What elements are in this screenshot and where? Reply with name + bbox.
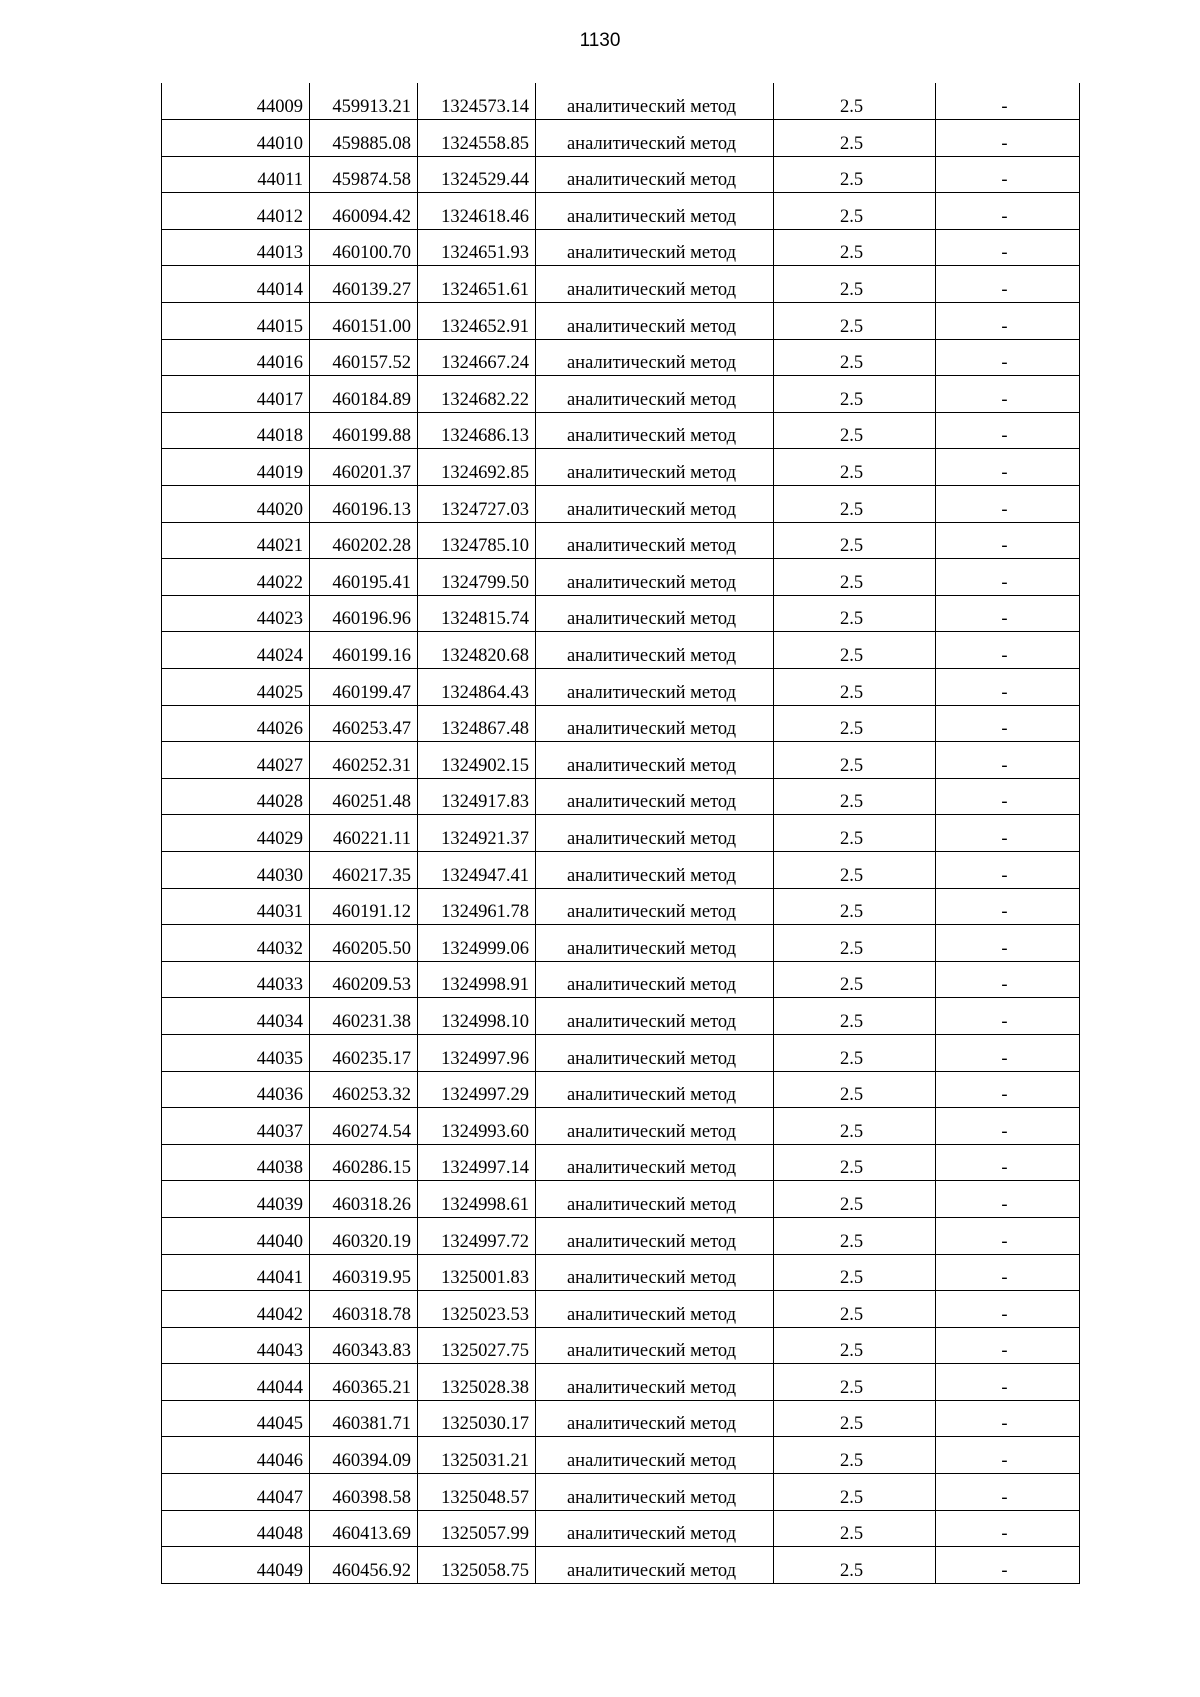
method-cell: аналитический метод <box>536 1437 774 1474</box>
x-coordinate-cell: 460251.48 <box>310 778 418 815</box>
point-number-cell: 44019 <box>162 449 310 486</box>
table-row <box>162 1437 1080 1474</box>
x-coordinate-cell: 460274.54 <box>310 1108 418 1145</box>
point-number-cell: 44037 <box>162 1108 310 1145</box>
table-row <box>162 1071 1080 1108</box>
accuracy-cell: 2.5 <box>774 1254 936 1291</box>
y-coordinate-cell: 1325030.17 <box>418 1400 536 1437</box>
accuracy-cell: 2.5 <box>774 1034 936 1071</box>
description-cell: - <box>936 229 1080 266</box>
point-number-cell: 44017 <box>162 376 310 413</box>
description-cell: - <box>936 669 1080 706</box>
point-number-cell: 44030 <box>162 851 310 888</box>
method-cell: аналитический метод <box>536 1034 774 1071</box>
point-number-cell: 44029 <box>162 815 310 852</box>
method-cell: аналитический метод <box>536 1474 774 1511</box>
method-cell: аналитический метод <box>536 1364 774 1401</box>
point-number-cell: 44026 <box>162 705 310 742</box>
y-coordinate-cell: 1324558.85 <box>418 120 536 157</box>
description-cell: - <box>936 815 1080 852</box>
y-coordinate-cell: 1324652.91 <box>418 303 536 340</box>
accuracy-cell: 2.5 <box>774 705 936 742</box>
point-number-cell: 44045 <box>162 1400 310 1437</box>
x-coordinate-cell: 460205.50 <box>310 925 418 962</box>
y-coordinate-cell: 1324667.24 <box>418 339 536 376</box>
accuracy-cell: 2.5 <box>774 1144 936 1181</box>
point-number-cell: 44014 <box>162 266 310 303</box>
method-cell: аналитический метод <box>536 705 774 742</box>
accuracy-cell: 2.5 <box>774 851 936 888</box>
table-row <box>162 303 1080 340</box>
x-coordinate-cell: 460381.71 <box>310 1400 418 1437</box>
description-cell: - <box>936 742 1080 779</box>
table-row <box>162 851 1080 888</box>
x-coordinate-cell: 460253.32 <box>310 1071 418 1108</box>
point-number-cell: 44035 <box>162 1034 310 1071</box>
description-cell: - <box>936 193 1080 230</box>
x-coordinate-cell: 460413.69 <box>310 1510 418 1547</box>
x-coordinate-cell: 460398.58 <box>310 1474 418 1511</box>
y-coordinate-cell: 1324618.46 <box>418 193 536 230</box>
method-cell: аналитический метод <box>536 1071 774 1108</box>
x-coordinate-cell: 460151.00 <box>310 303 418 340</box>
y-coordinate-cell: 1324727.03 <box>418 486 536 523</box>
table-row <box>162 595 1080 632</box>
table-row <box>162 1034 1080 1071</box>
method-cell: аналитический метод <box>536 83 774 120</box>
x-coordinate-cell: 460394.09 <box>310 1437 418 1474</box>
description-cell: - <box>936 1108 1080 1145</box>
y-coordinate-cell: 1324998.61 <box>418 1181 536 1218</box>
table-row <box>162 1254 1080 1291</box>
method-cell: аналитический метод <box>536 1327 774 1364</box>
x-coordinate-cell: 459913.21 <box>310 83 418 120</box>
method-cell: аналитический метод <box>536 193 774 230</box>
table-row <box>162 669 1080 706</box>
method-cell: аналитический метод <box>536 742 774 779</box>
accuracy-cell: 2.5 <box>774 266 936 303</box>
y-coordinate-cell: 1324651.93 <box>418 229 536 266</box>
method-cell: аналитический метод <box>536 339 774 376</box>
accuracy-cell: 2.5 <box>774 1437 936 1474</box>
point-number-cell: 44048 <box>162 1510 310 1547</box>
table-row <box>162 705 1080 742</box>
point-number-cell: 44040 <box>162 1217 310 1254</box>
y-coordinate-cell: 1324651.61 <box>418 266 536 303</box>
x-coordinate-cell: 460196.13 <box>310 486 418 523</box>
description-cell: - <box>936 1474 1080 1511</box>
x-coordinate-cell: 460100.70 <box>310 229 418 266</box>
description-cell: - <box>936 449 1080 486</box>
table-row <box>162 339 1080 376</box>
x-coordinate-cell: 460217.35 <box>310 851 418 888</box>
point-number-cell: 44036 <box>162 1071 310 1108</box>
y-coordinate-cell: 1324921.37 <box>418 815 536 852</box>
table-row <box>162 449 1080 486</box>
y-coordinate-cell: 1325027.75 <box>418 1327 536 1364</box>
table-row <box>162 156 1080 193</box>
description-cell: - <box>936 851 1080 888</box>
point-number-cell: 44021 <box>162 522 310 559</box>
description-cell: - <box>936 998 1080 1035</box>
x-coordinate-cell: 460094.42 <box>310 193 418 230</box>
method-cell: аналитический метод <box>536 1217 774 1254</box>
point-number-cell: 44015 <box>162 303 310 340</box>
description-cell: - <box>936 1510 1080 1547</box>
description-cell: - <box>936 83 1080 120</box>
method-cell: аналитический метод <box>536 303 774 340</box>
accuracy-cell: 2.5 <box>774 998 936 1035</box>
description-cell: - <box>936 559 1080 596</box>
method-cell: аналитический метод <box>536 449 774 486</box>
description-cell: - <box>936 595 1080 632</box>
x-coordinate-cell: 460199.16 <box>310 632 418 669</box>
point-number-cell: 44033 <box>162 961 310 998</box>
accuracy-cell: 2.5 <box>774 412 936 449</box>
table-row <box>162 998 1080 1035</box>
method-cell: аналитический метод <box>536 1108 774 1145</box>
method-cell: аналитический метод <box>536 1510 774 1547</box>
point-number-cell: 44025 <box>162 669 310 706</box>
method-cell: аналитический метод <box>536 120 774 157</box>
x-coordinate-cell: 460191.12 <box>310 888 418 925</box>
method-cell: аналитический метод <box>536 266 774 303</box>
point-number-cell: 44020 <box>162 486 310 523</box>
y-coordinate-cell: 1325023.53 <box>418 1291 536 1328</box>
accuracy-cell: 2.5 <box>774 376 936 413</box>
accuracy-cell: 2.5 <box>774 1400 936 1437</box>
table-row <box>162 815 1080 852</box>
description-cell: - <box>936 412 1080 449</box>
accuracy-cell: 2.5 <box>774 559 936 596</box>
method-cell: аналитический метод <box>536 486 774 523</box>
accuracy-cell: 2.5 <box>774 815 936 852</box>
x-coordinate-cell: 459885.08 <box>310 120 418 157</box>
method-cell: аналитический метод <box>536 998 774 1035</box>
x-coordinate-cell: 460139.27 <box>310 266 418 303</box>
method-cell: аналитический метод <box>536 376 774 413</box>
x-coordinate-cell: 460253.47 <box>310 705 418 742</box>
table-row <box>162 1144 1080 1181</box>
table-row <box>162 1547 1080 1584</box>
point-number-cell: 44046 <box>162 1437 310 1474</box>
x-coordinate-cell: 460199.47 <box>310 669 418 706</box>
description-cell: - <box>936 1254 1080 1291</box>
table-row <box>162 1510 1080 1547</box>
method-cell: аналитический метод <box>536 778 774 815</box>
x-coordinate-cell: 460365.21 <box>310 1364 418 1401</box>
method-cell: аналитический метод <box>536 1181 774 1218</box>
table-row <box>162 229 1080 266</box>
method-cell: аналитический метод <box>536 1400 774 1437</box>
table-row <box>162 522 1080 559</box>
x-coordinate-cell: 460235.17 <box>310 1034 418 1071</box>
table-row <box>162 1364 1080 1401</box>
point-number-cell: 44024 <box>162 632 310 669</box>
y-coordinate-cell: 1324815.74 <box>418 595 536 632</box>
table-row <box>162 412 1080 449</box>
y-coordinate-cell: 1324902.15 <box>418 742 536 779</box>
accuracy-cell: 2.5 <box>774 486 936 523</box>
x-coordinate-cell: 460196.96 <box>310 595 418 632</box>
description-cell: - <box>936 1400 1080 1437</box>
accuracy-cell: 2.5 <box>774 229 936 266</box>
y-coordinate-cell: 1324682.22 <box>418 376 536 413</box>
description-cell: - <box>936 1364 1080 1401</box>
accuracy-cell: 2.5 <box>774 742 936 779</box>
y-coordinate-cell: 1324573.14 <box>418 83 536 120</box>
table-row <box>162 1217 1080 1254</box>
table-row <box>162 1400 1080 1437</box>
y-coordinate-cell: 1324997.29 <box>418 1071 536 1108</box>
description-cell: - <box>936 632 1080 669</box>
y-coordinate-cell: 1324686.13 <box>418 412 536 449</box>
point-number-cell: 44031 <box>162 888 310 925</box>
x-coordinate-cell: 460319.95 <box>310 1254 418 1291</box>
x-coordinate-cell: 460343.83 <box>310 1327 418 1364</box>
x-coordinate-cell: 459874.58 <box>310 156 418 193</box>
accuracy-cell: 2.5 <box>774 120 936 157</box>
method-cell: аналитический метод <box>536 229 774 266</box>
accuracy-cell: 2.5 <box>774 1181 936 1218</box>
point-number-cell: 44022 <box>162 559 310 596</box>
y-coordinate-cell: 1324799.50 <box>418 559 536 596</box>
accuracy-cell: 2.5 <box>774 1474 936 1511</box>
method-cell: аналитический метод <box>536 412 774 449</box>
y-coordinate-cell: 1324997.96 <box>418 1034 536 1071</box>
x-coordinate-cell: 460320.19 <box>310 1217 418 1254</box>
accuracy-cell: 2.5 <box>774 1364 936 1401</box>
description-cell: - <box>936 961 1080 998</box>
accuracy-cell: 2.5 <box>774 449 936 486</box>
y-coordinate-cell: 1324867.48 <box>418 705 536 742</box>
y-coordinate-cell: 1325057.99 <box>418 1510 536 1547</box>
x-coordinate-cell: 460195.41 <box>310 559 418 596</box>
table-row <box>162 961 1080 998</box>
accuracy-cell: 2.5 <box>774 193 936 230</box>
description-cell: - <box>936 486 1080 523</box>
table-row <box>162 193 1080 230</box>
x-coordinate-cell: 460184.89 <box>310 376 418 413</box>
method-cell: аналитический метод <box>536 1144 774 1181</box>
method-cell: аналитический метод <box>536 961 774 998</box>
y-coordinate-cell: 1324998.91 <box>418 961 536 998</box>
table-row <box>162 376 1080 413</box>
y-coordinate-cell: 1324997.72 <box>418 1217 536 1254</box>
table-row <box>162 559 1080 596</box>
x-coordinate-cell: 460221.11 <box>310 815 418 852</box>
description-cell: - <box>936 778 1080 815</box>
accuracy-cell: 2.5 <box>774 339 936 376</box>
description-cell: - <box>936 1034 1080 1071</box>
method-cell: аналитический метод <box>536 815 774 852</box>
description-cell: - <box>936 1547 1080 1584</box>
y-coordinate-cell: 1324917.83 <box>418 778 536 815</box>
y-coordinate-cell: 1324692.85 <box>418 449 536 486</box>
x-coordinate-cell: 460456.92 <box>310 1547 418 1584</box>
description-cell: - <box>936 339 1080 376</box>
accuracy-cell: 2.5 <box>774 778 936 815</box>
accuracy-cell: 2.5 <box>774 1217 936 1254</box>
accuracy-cell: 2.5 <box>774 925 936 962</box>
point-number-cell: 44028 <box>162 778 310 815</box>
y-coordinate-cell: 1324529.44 <box>418 156 536 193</box>
table-row <box>162 632 1080 669</box>
x-coordinate-cell: 460318.26 <box>310 1181 418 1218</box>
y-coordinate-cell: 1324997.14 <box>418 1144 536 1181</box>
y-coordinate-cell: 1325001.83 <box>418 1254 536 1291</box>
coordinates-table <box>161 83 1080 1584</box>
point-number-cell: 44018 <box>162 412 310 449</box>
y-coordinate-cell: 1324961.78 <box>418 888 536 925</box>
table-row <box>162 1181 1080 1218</box>
description-cell: - <box>936 266 1080 303</box>
point-number-cell: 44039 <box>162 1181 310 1218</box>
method-cell: аналитический метод <box>536 925 774 962</box>
y-coordinate-cell: 1324785.10 <box>418 522 536 559</box>
x-coordinate-cell: 460286.15 <box>310 1144 418 1181</box>
accuracy-cell: 2.5 <box>774 1327 936 1364</box>
accuracy-cell: 2.5 <box>774 1108 936 1145</box>
accuracy-cell: 2.5 <box>774 83 936 120</box>
y-coordinate-cell: 1324998.10 <box>418 998 536 1035</box>
method-cell: аналитический метод <box>536 1291 774 1328</box>
description-cell: - <box>936 522 1080 559</box>
y-coordinate-cell: 1325028.38 <box>418 1364 536 1401</box>
description-cell: - <box>936 1144 1080 1181</box>
point-number-cell: 44034 <box>162 998 310 1035</box>
table-row <box>162 742 1080 779</box>
y-coordinate-cell: 1324947.41 <box>418 851 536 888</box>
x-coordinate-cell: 460209.53 <box>310 961 418 998</box>
table-row <box>162 266 1080 303</box>
accuracy-cell: 2.5 <box>774 1510 936 1547</box>
point-number-cell: 44049 <box>162 1547 310 1584</box>
accuracy-cell: 2.5 <box>774 303 936 340</box>
point-number-cell: 44038 <box>162 1144 310 1181</box>
point-number-cell: 44032 <box>162 925 310 962</box>
point-number-cell: 44016 <box>162 339 310 376</box>
description-cell: - <box>936 1327 1080 1364</box>
y-coordinate-cell: 1325058.75 <box>418 1547 536 1584</box>
method-cell: аналитический метод <box>536 888 774 925</box>
point-number-cell: 44013 <box>162 229 310 266</box>
x-coordinate-cell: 460202.28 <box>310 522 418 559</box>
point-number-cell: 44009 <box>162 83 310 120</box>
x-coordinate-cell: 460231.38 <box>310 998 418 1035</box>
description-cell: - <box>936 1181 1080 1218</box>
description-cell: - <box>936 1437 1080 1474</box>
table-row <box>162 1108 1080 1145</box>
description-cell: - <box>936 303 1080 340</box>
point-number-cell: 44042 <box>162 1291 310 1328</box>
accuracy-cell: 2.5 <box>774 522 936 559</box>
y-coordinate-cell: 1324999.06 <box>418 925 536 962</box>
table-row <box>162 778 1080 815</box>
method-cell: аналитический метод <box>536 156 774 193</box>
accuracy-cell: 2.5 <box>774 1547 936 1584</box>
y-coordinate-cell: 1324820.68 <box>418 632 536 669</box>
description-cell: - <box>936 705 1080 742</box>
description-cell: - <box>936 1291 1080 1328</box>
description-cell: - <box>936 1217 1080 1254</box>
accuracy-cell: 2.5 <box>774 961 936 998</box>
point-number-cell: 44043 <box>162 1327 310 1364</box>
table-body <box>162 83 1080 1583</box>
point-number-cell: 44010 <box>162 120 310 157</box>
accuracy-cell: 2.5 <box>774 1071 936 1108</box>
method-cell: аналитический метод <box>536 632 774 669</box>
table-row <box>162 1291 1080 1328</box>
page-number: 1130 <box>579 30 621 51</box>
accuracy-cell: 2.5 <box>774 888 936 925</box>
y-coordinate-cell: 1325031.21 <box>418 1437 536 1474</box>
x-coordinate-cell: 460318.78 <box>310 1291 418 1328</box>
accuracy-cell: 2.5 <box>774 669 936 706</box>
point-number-cell: 44023 <box>162 595 310 632</box>
table-row <box>162 486 1080 523</box>
method-cell: аналитический метод <box>536 595 774 632</box>
method-cell: аналитический метод <box>536 669 774 706</box>
y-coordinate-cell: 1324864.43 <box>418 669 536 706</box>
point-number-cell: 44027 <box>162 742 310 779</box>
accuracy-cell: 2.5 <box>774 632 936 669</box>
y-coordinate-cell: 1325048.57 <box>418 1474 536 1511</box>
y-coordinate-cell: 1324993.60 <box>418 1108 536 1145</box>
description-cell: - <box>936 925 1080 962</box>
point-number-cell: 44047 <box>162 1474 310 1511</box>
method-cell: аналитический метод <box>536 522 774 559</box>
x-coordinate-cell: 460201.37 <box>310 449 418 486</box>
point-number-cell: 44044 <box>162 1364 310 1401</box>
accuracy-cell: 2.5 <box>774 1291 936 1328</box>
description-cell: - <box>936 376 1080 413</box>
table-row <box>162 925 1080 962</box>
point-number-cell: 44011 <box>162 156 310 193</box>
accuracy-cell: 2.5 <box>774 156 936 193</box>
accuracy-cell: 2.5 <box>774 595 936 632</box>
description-cell: - <box>936 156 1080 193</box>
x-coordinate-cell: 460199.88 <box>310 412 418 449</box>
table-row <box>162 120 1080 157</box>
description-cell: - <box>936 888 1080 925</box>
table-row <box>162 1327 1080 1364</box>
method-cell: аналитический метод <box>536 1547 774 1584</box>
point-number-cell: 44041 <box>162 1254 310 1291</box>
point-number-cell: 44012 <box>162 193 310 230</box>
description-cell: - <box>936 120 1080 157</box>
table-row <box>162 83 1080 120</box>
table-row <box>162 888 1080 925</box>
method-cell: аналитический метод <box>536 559 774 596</box>
x-coordinate-cell: 460252.31 <box>310 742 418 779</box>
description-cell: - <box>936 1071 1080 1108</box>
table-row <box>162 1474 1080 1511</box>
method-cell: аналитический метод <box>536 851 774 888</box>
method-cell: аналитический метод <box>536 1254 774 1291</box>
x-coordinate-cell: 460157.52 <box>310 339 418 376</box>
